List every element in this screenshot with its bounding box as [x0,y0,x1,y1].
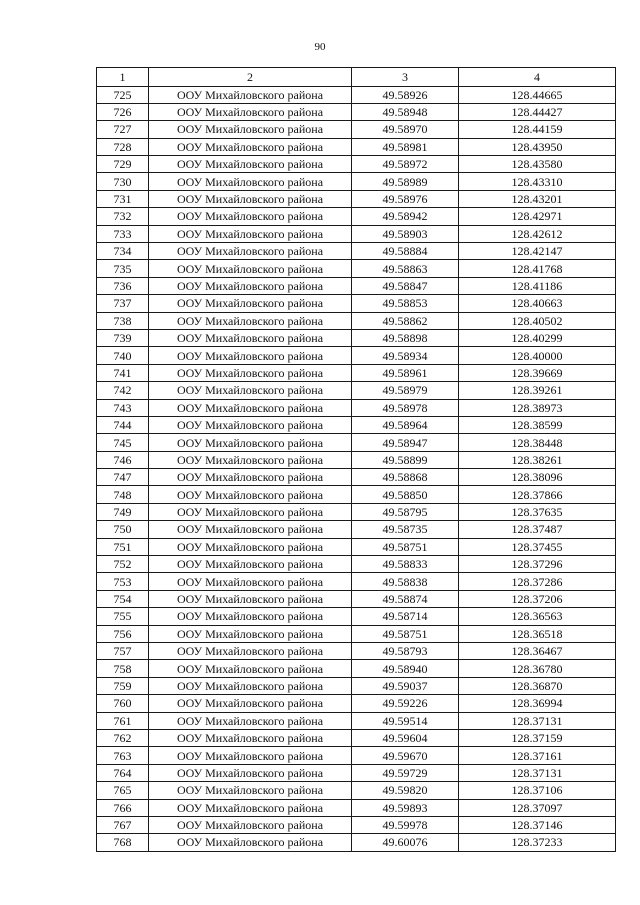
row-number-cell: 729 [97,156,149,173]
table-row [97,173,616,190]
latitude-cell: 49.58903 [352,225,459,242]
object-name-cell: ООУ Михайловского района [149,173,352,190]
table-row [97,277,616,294]
row-number-cell: 735 [97,260,149,277]
latitude-cell: 49.59226 [352,695,459,712]
row-number-cell: 742 [97,382,149,399]
latitude-cell: 49.58961 [352,364,459,381]
table-row [97,121,616,138]
row-number-cell: 743 [97,399,149,416]
row-number-cell: 737 [97,295,149,312]
latitude-cell: 49.58970 [352,121,459,138]
table-row [97,695,616,712]
longitude-cell: 128.37487 [459,521,616,538]
row-number-cell: 739 [97,329,149,346]
object-name-cell: ООУ Михайловского района [149,364,352,381]
longitude-cell: 128.37106 [459,782,616,799]
row-number-cell: 764 [97,764,149,781]
table-row [97,608,616,625]
longitude-cell: 128.38448 [459,434,616,451]
object-name-cell: ООУ Михайловского района [149,625,352,642]
longitude-cell: 128.37206 [459,590,616,607]
longitude-cell: 128.43950 [459,138,616,155]
table-row [97,469,616,486]
latitude-cell: 49.58964 [352,416,459,433]
longitude-cell: 128.40000 [459,347,616,364]
latitude-cell: 49.58795 [352,503,459,520]
object-name-cell: ООУ Михайловского района [149,590,352,607]
object-name-cell: ООУ Михайловского района [149,712,352,729]
longitude-cell: 128.38599 [459,416,616,433]
table-row [97,521,616,538]
latitude-cell: 49.58793 [352,643,459,660]
table-row [97,834,616,851]
table-body [97,86,616,851]
row-number-cell: 725 [97,86,149,103]
object-name-cell: ООУ Михайловского района [149,190,352,207]
latitude-cell: 49.58884 [352,243,459,260]
longitude-cell: 128.38096 [459,469,616,486]
object-name-cell: ООУ Михайловского района [149,486,352,503]
object-name-cell: ООУ Михайловского района [149,138,352,155]
row-number-cell: 731 [97,190,149,207]
object-name-cell: ООУ Михайловского района [149,329,352,346]
latitude-cell: 49.58838 [352,573,459,590]
row-number-cell: 740 [97,347,149,364]
latitude-cell: 49.58898 [352,329,459,346]
row-number-cell: 755 [97,608,149,625]
longitude-cell: 128.37131 [459,712,616,729]
object-name-cell: ООУ Михайловского района [149,538,352,555]
latitude-cell: 49.58853 [352,295,459,312]
table-row [97,590,616,607]
row-number-cell: 763 [97,747,149,764]
row-number-cell: 761 [97,712,149,729]
table-row [97,156,616,173]
longitude-cell: 128.37635 [459,503,616,520]
object-name-cell: ООУ Михайловского района [149,156,352,173]
latitude-cell: 49.58947 [352,434,459,451]
longitude-cell: 128.41186 [459,277,616,294]
row-number-cell: 753 [97,573,149,590]
object-name-cell: ООУ Михайловского района [149,573,352,590]
longitude-cell: 128.39669 [459,364,616,381]
table-row [97,799,616,816]
row-number-cell: 750 [97,521,149,538]
longitude-cell: 128.36518 [459,625,616,642]
latitude-cell: 49.58714 [352,608,459,625]
object-name-cell: ООУ Михайловского района [149,834,352,851]
row-number-cell: 738 [97,312,149,329]
longitude-cell: 128.44159 [459,121,616,138]
object-name-cell: ООУ Михайловского района [149,503,352,520]
longitude-cell: 128.36994 [459,695,616,712]
row-number-cell: 749 [97,503,149,520]
latitude-cell: 49.58735 [352,521,459,538]
object-name-cell: ООУ Михайловского района [149,208,352,225]
table-row [97,729,616,746]
latitude-cell: 49.59729 [352,764,459,781]
longitude-cell: 128.44427 [459,103,616,120]
latitude-cell: 49.58850 [352,486,459,503]
object-name-cell: ООУ Михайловского района [149,729,352,746]
latitude-cell: 49.58868 [352,469,459,486]
longitude-cell: 128.37296 [459,556,616,573]
object-name-cell: ООУ Михайловского района [149,660,352,677]
table-row [97,782,616,799]
latitude-cell: 49.59670 [352,747,459,764]
page-number: 90 [314,41,326,53]
longitude-cell: 128.39261 [459,382,616,399]
latitude-cell: 49.59820 [352,782,459,799]
row-number-cell: 728 [97,138,149,155]
latitude-cell: 49.58940 [352,660,459,677]
object-name-cell: ООУ Михайловского района [149,608,352,625]
object-name-cell: ООУ Михайловского района [149,521,352,538]
object-name-cell: ООУ Михайловского района [149,643,352,660]
longitude-cell: 128.43310 [459,173,616,190]
table-row [97,556,616,573]
row-number-cell: 744 [97,416,149,433]
latitude-cell: 49.58981 [352,138,459,155]
object-name-cell: ООУ Михайловского района [149,277,352,294]
latitude-cell: 49.58934 [352,347,459,364]
table-row [97,538,616,555]
latitude-cell: 49.59978 [352,816,459,833]
table-row [97,364,616,381]
table-row [97,660,616,677]
row-number-cell: 754 [97,590,149,607]
row-number-cell: 765 [97,782,149,799]
row-number-cell: 748 [97,486,149,503]
object-name-cell: ООУ Михайловского района [149,121,352,138]
object-name-cell: ООУ Михайловского района [149,782,352,799]
object-name-cell: ООУ Михайловского района [149,347,352,364]
longitude-cell: 128.40663 [459,295,616,312]
object-name-cell: ООУ Михайловского района [149,799,352,816]
table-row [97,451,616,468]
table-row [97,225,616,242]
object-name-cell: ООУ Михайловского района [149,434,352,451]
latitude-cell: 49.58978 [352,399,459,416]
longitude-cell: 128.44665 [459,86,616,103]
table-row [97,764,616,781]
row-number-cell: 752 [97,556,149,573]
row-number-cell: 734 [97,243,149,260]
header-cell-number: 1 [97,68,149,87]
object-name-cell: ООУ Михайловского района [149,469,352,486]
row-number-cell: 762 [97,729,149,746]
longitude-cell: 128.36780 [459,660,616,677]
object-name-cell: ООУ Михайловского района [149,86,352,103]
longitude-cell: 128.41768 [459,260,616,277]
row-number-cell: 727 [97,121,149,138]
table-row [97,86,616,103]
table-row [97,382,616,399]
table-row [97,347,616,364]
latitude-cell: 49.58751 [352,538,459,555]
object-name-cell: ООУ Михайловского района [149,260,352,277]
object-name-cell: ООУ Михайловского района [149,225,352,242]
longitude-cell: 128.37455 [459,538,616,555]
table-row [97,434,616,451]
row-number-cell: 747 [97,469,149,486]
coordinates-table [96,67,616,852]
longitude-cell: 128.37131 [459,764,616,781]
longitude-cell: 128.38261 [459,451,616,468]
latitude-cell: 49.58979 [352,382,459,399]
table-row [97,677,616,694]
longitude-cell: 128.37233 [459,834,616,851]
table-row [97,643,616,660]
row-number-cell: 768 [97,834,149,851]
table-row [97,103,616,120]
object-name-cell: ООУ Михайловского района [149,816,352,833]
object-name-cell: ООУ Михайловского района [149,556,352,573]
longitude-cell: 128.37097 [459,799,616,816]
row-number-cell: 736 [97,277,149,294]
object-name-cell: ООУ Михайловского района [149,451,352,468]
longitude-cell: 128.37146 [459,816,616,833]
latitude-cell: 49.58942 [352,208,459,225]
table-row [97,260,616,277]
latitude-cell: 49.58948 [352,103,459,120]
latitude-cell: 49.58926 [352,86,459,103]
latitude-cell: 49.59037 [352,677,459,694]
latitude-cell: 49.58751 [352,625,459,642]
latitude-cell: 49.58874 [352,590,459,607]
table-row [97,503,616,520]
object-name-cell: ООУ Михайловского района [149,399,352,416]
object-name-cell: ООУ Михайловского района [149,382,352,399]
row-number-cell: 741 [97,364,149,381]
table-row [97,573,616,590]
object-name-cell: ООУ Михайловского района [149,677,352,694]
longitude-cell: 128.43201 [459,190,616,207]
row-number-cell: 751 [97,538,149,555]
latitude-cell: 49.60076 [352,834,459,851]
row-number-cell: 732 [97,208,149,225]
row-number-cell: 756 [97,625,149,642]
latitude-cell: 49.58976 [352,190,459,207]
latitude-cell: 49.58989 [352,173,459,190]
row-number-cell: 746 [97,451,149,468]
header-cell-longitude: 4 [459,68,616,87]
longitude-cell: 128.37286 [459,573,616,590]
row-number-cell: 730 [97,173,149,190]
object-name-cell: ООУ Михайловского района [149,416,352,433]
row-number-cell: 733 [97,225,149,242]
row-number-cell: 758 [97,660,149,677]
longitude-cell: 128.42147 [459,243,616,260]
row-number-cell: 760 [97,695,149,712]
table-row [97,816,616,833]
longitude-cell: 128.36467 [459,643,616,660]
table-row [97,190,616,207]
longitude-cell: 128.40502 [459,312,616,329]
table-row [97,399,616,416]
longitude-cell: 128.42971 [459,208,616,225]
object-name-cell: ООУ Михайловского района [149,312,352,329]
longitude-cell: 128.36563 [459,608,616,625]
table-row [97,747,616,764]
object-name-cell: ООУ Михайловского района [149,243,352,260]
table-row [97,625,616,642]
row-number-cell: 767 [97,816,149,833]
table-row [97,138,616,155]
table-row [97,295,616,312]
latitude-cell: 49.58862 [352,312,459,329]
object-name-cell: ООУ Михайловского района [149,695,352,712]
object-name-cell: ООУ Михайловского района [149,764,352,781]
row-number-cell: 745 [97,434,149,451]
latitude-cell: 49.58972 [352,156,459,173]
header-cell-name: 2 [149,68,352,87]
longitude-cell: 128.37161 [459,747,616,764]
longitude-cell: 128.37159 [459,729,616,746]
header-cell-latitude: 3 [352,68,459,87]
object-name-cell: ООУ Михайловского района [149,295,352,312]
latitude-cell: 49.58899 [352,451,459,468]
latitude-cell: 49.59893 [352,799,459,816]
table-row [97,329,616,346]
header-row [97,68,616,87]
table-row [97,208,616,225]
longitude-cell: 128.43580 [459,156,616,173]
longitude-cell: 128.37866 [459,486,616,503]
table-row [97,486,616,503]
table-row [97,416,616,433]
latitude-cell: 49.59604 [352,729,459,746]
row-number-cell: 766 [97,799,149,816]
longitude-cell: 128.40299 [459,329,616,346]
longitude-cell: 128.42612 [459,225,616,242]
row-number-cell: 726 [97,103,149,120]
table-row [97,712,616,729]
table-row [97,243,616,260]
latitude-cell: 49.59514 [352,712,459,729]
row-number-cell: 757 [97,643,149,660]
object-name-cell: ООУ Михайловского района [149,747,352,764]
longitude-cell: 128.36870 [459,677,616,694]
longitude-cell: 128.38973 [459,399,616,416]
latitude-cell: 49.58833 [352,556,459,573]
row-number-cell: 759 [97,677,149,694]
latitude-cell: 49.58863 [352,260,459,277]
table-header [97,68,616,87]
latitude-cell: 49.58847 [352,277,459,294]
table-row [97,312,616,329]
object-name-cell: ООУ Михайловского района [149,103,352,120]
